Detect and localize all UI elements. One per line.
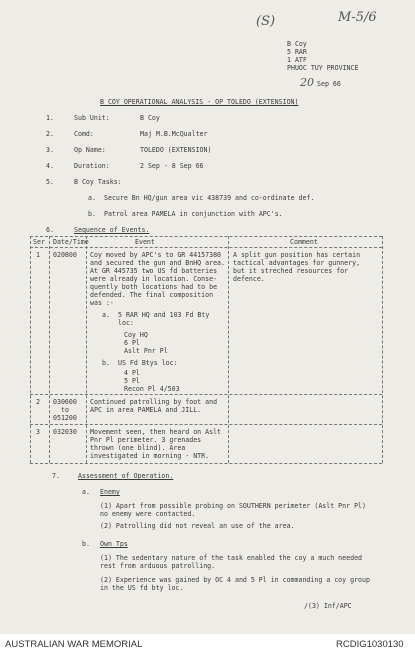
column-divider [30,236,31,463]
handwritten-day: 20 [300,76,314,89]
item-label: Comd: [74,130,94,138]
comment-line: but it streched resources for [233,267,349,275]
event-sub-line: 5 RAR HQ and 103 Fd Bty [118,311,210,319]
assessment-letter: a. [82,488,90,496]
assessment-letter: b. [82,540,90,548]
assessment-line: no enemy were contacted. [100,510,196,518]
task-text: Patrol area PAMELA in conjunction with APC's. [104,210,283,218]
comment-line: defence. [233,275,265,283]
row-divider [30,394,382,395]
task-letter: a. [88,194,96,202]
row-divider [30,424,382,425]
column-header-event: Event [135,238,155,246]
row-ser: 3 [36,428,40,436]
section-number: 6. [46,226,54,234]
event-sub-item: 5 Pl [124,377,140,385]
column-divider [86,236,87,463]
footer-id: RCDIG1030130 [336,639,404,650]
address-line: 1 ATF [287,56,307,64]
event-sub-line: loc: [118,319,134,327]
task-text: Secure Bn HQ/gun area vic 438739 and co-ordinate def. [104,194,315,202]
row-time: 030600 [53,398,77,406]
item-value: B Coy [140,114,160,122]
address-line: 5 RAR [287,48,307,56]
row-time: to [61,406,69,414]
event-line: Continued patrolling by foot and [90,398,218,406]
event-line: Movement seen, then heard on Aslt [90,428,222,436]
item-number: 1. [46,114,54,122]
event-sub-letter: b. [102,359,110,367]
event-line: and secured the gun and BnHQ area. [90,259,225,267]
event-line: investigated in morning - NTR. [90,452,210,460]
event-sub-letter: a. [102,311,110,319]
column-header-time: Date/Time [53,238,89,246]
event-sub-item: 4 Pl [124,369,140,377]
table-top-border [30,236,382,237]
assessment-heading: Own Tps [100,540,128,548]
archive-footer [0,634,415,654]
row-time: 032030 [53,428,77,436]
item-value: 2 Sep - 8 Sep 66 [140,162,204,170]
event-line: APC in area PAMELA and JILL. [90,406,202,414]
table-header-border [30,247,382,248]
comment-line: A split gun position has certain [233,251,361,259]
column-header-comment: Comment [290,238,318,246]
item-label: Op Name: [74,146,106,154]
event-sub-item: Aslt Pnr Pl [124,347,168,355]
address-date: Sep 66 [317,80,341,88]
column-divider [228,236,229,463]
footer-source: AUSTRALIAN WAR MEMORIAL [5,639,143,650]
section-title: Sequence of Events. [74,226,150,234]
item-label: B Coy Tasks: [74,178,122,186]
assessment-line: (1) Apart from possible probing on SOUTHERN perimeter (Aslt Pnr Pl) [100,502,366,510]
item-number: 4. [46,162,54,170]
table-bottom-border [30,463,382,464]
assessment-heading: Enemy [100,488,120,496]
assessment-line: (2) Patrolling did not reveal an use of the area. [100,522,295,530]
event-line: was :- [90,299,114,307]
event-line: quently both locations had to be [90,283,218,291]
assessment-line: (2) Experience was gained by OC 4 and 5 Pl in commanding a coy group [100,576,370,584]
address-line: PHUOC TUY PROVINCE [287,64,359,72]
event-line: were already in location. Conse- [90,275,218,283]
event-line: defended. The final composition [90,291,214,299]
assessment-line: in the US fd bty loc. [100,584,184,592]
comment-line: tactical advantages for gunnery, [233,259,361,267]
task-letter: b. [88,210,96,218]
item-label: Duration: [74,162,110,170]
assessment-line: rest from arduous patrolling. [100,562,216,570]
item-number: 3. [46,146,54,154]
handwritten-circled-s: (S) [256,14,276,29]
item-value: TOLEDO (EXTENSION) [140,146,212,154]
item-value: Maj M.B.McQualter [140,130,208,138]
address-line: B Coy [287,40,307,48]
section-title: Assessment of Operation. [78,472,174,480]
row-time: 020800 [53,251,77,259]
row-time: 051200 [53,414,77,422]
event-line: thrown (one blind). Area [90,444,186,452]
row-ser: 2 [36,398,40,406]
item-number: 2. [46,130,54,138]
event-sub-item: Coy HQ [124,331,148,339]
event-line: Coy moved by APC's to GR 44157380 [90,251,222,259]
column-divider [49,236,50,463]
event-line: At GR 445735 two US fd batteries [90,267,218,275]
event-sub-item: 6 Pl [124,339,140,347]
event-line: Pnr Pl perimeter. 3 grenades [90,436,202,444]
event-sub-item: Recon Pl 4/503 [124,385,180,393]
handwritten-reference: M-5/6 [338,10,377,25]
event-sub-line: US Fd Btys loc: [118,359,178,367]
row-ser: 1 [36,251,40,259]
continuation-note: /(3) Inf/APC [304,602,352,610]
column-divider [382,236,383,463]
column-header-ser: Ser [33,238,45,246]
section-number: 7. [52,472,60,480]
document-title: B COY OPERATIONAL ANALYSIS - OP TOLEDO (EXTENSION) [100,98,299,106]
item-label: Sub Unit: [74,114,110,122]
assessment-line: (1) The sedentary nature of the task enabled the coy a much needed [100,554,363,562]
item-number: 5. [46,178,54,186]
